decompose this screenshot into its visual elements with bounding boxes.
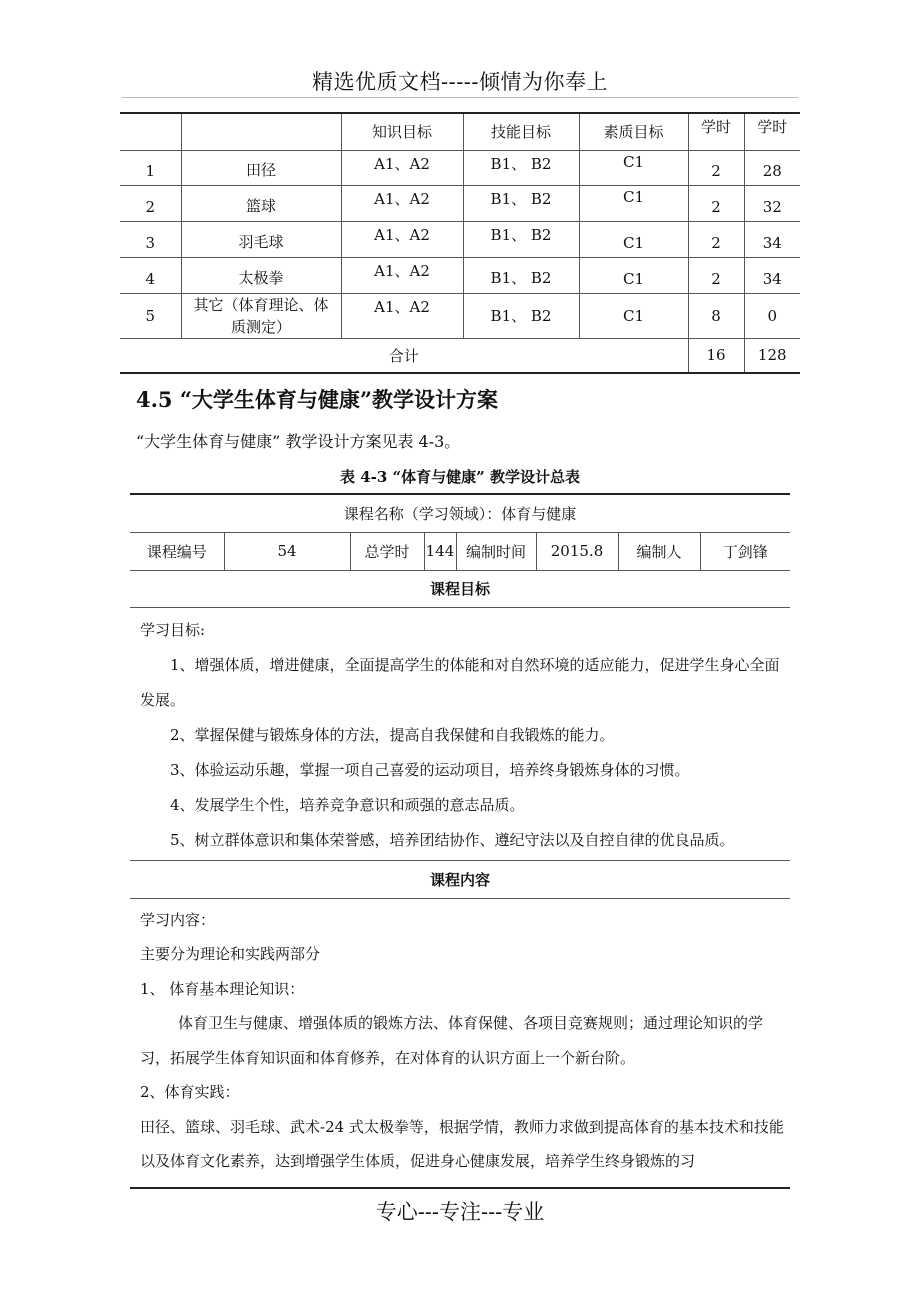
content-label: 学习内容：: [140, 910, 216, 929]
footer-divider: [130, 1187, 790, 1189]
content-body: [130, 898, 790, 1179]
practice-text: 田径、篮球、羽毛球、武术-24 式太极拳等，根据学情，教师力求做到提高体育的基本技术和技能以及体育文化素养，达到增强学生体质，促进身心健康发展，培养学生终身锻炼的习: [140, 1117, 784, 1170]
cell-quality: C1: [579, 293, 688, 338]
cell-knowledge: A1、A2: [341, 293, 463, 338]
cell-skill: B1、 B2: [463, 293, 579, 338]
table-row: [120, 150, 800, 185]
page-footer: 专心---专注---专业: [375, 1200, 545, 1224]
table-header-row: [120, 113, 800, 150]
goal-item: 1、增强体质，增进健康，全面提高学生的体能和对自然环境的适应能力，促进学生身心全面发展。: [140, 655, 780, 709]
cell-quality: C1: [579, 150, 688, 185]
goals-heading: 课程目标: [130, 570, 790, 607]
cell-hours: 2: [688, 221, 744, 257]
table-caption: 表 4-3 “体育与健康” 教学设计总表: [339, 468, 581, 486]
cell-hours: 2: [688, 150, 744, 185]
header-cell: 技能目标: [463, 113, 579, 150]
author-value: 丁剑锋: [700, 532, 790, 570]
goal-item: 5、树立群体意识和集体荣誉感，培养团结协作、遵纪守法以及自控自律的优良品质。: [170, 830, 735, 849]
theory-text: 体育卫生与健康、增强体质的锻炼方法、体育保健、各项目竞赛规则；通过理论知识的学习，拓展学生体育知识面和体育修养，在对体育的认识方面上一个新台阶。: [140, 1014, 764, 1067]
cell-item: 田径: [181, 150, 341, 185]
cell-hours: 34: [744, 257, 800, 293]
compile-date-value: 2015.8: [536, 532, 618, 570]
cell-no: 3: [120, 221, 181, 257]
design-summary-table: [130, 493, 790, 1179]
cell-hours: 2: [688, 257, 744, 293]
total-hours-label: 总学时: [350, 532, 424, 570]
cell-hours: 8: [688, 293, 744, 338]
header-cell: 知识目标: [341, 113, 463, 150]
course-code-value: 54: [224, 532, 350, 570]
cell-no: 1: [120, 150, 181, 185]
cell-quality: C1: [579, 257, 688, 293]
course-name-row: [130, 494, 790, 532]
header-cell: 素质目标: [579, 113, 688, 150]
hours-table: [120, 112, 800, 374]
content-heading-row: [130, 860, 790, 898]
theory-heading: 1、 体育基本理论知识：: [140, 979, 305, 998]
table-row: [120, 185, 800, 221]
goals-body: [130, 607, 790, 860]
section-title: 4.5 “大学生体育与健康”教学设计方案: [136, 387, 499, 412]
cell-quality: C1: [579, 185, 688, 221]
cell-hours: 28: [744, 150, 800, 185]
cell-knowledge: A1、A2: [341, 257, 463, 293]
total-hours-value: 144: [424, 532, 456, 570]
cell-hours: 0: [744, 293, 800, 338]
cell-item: 太极拳: [181, 257, 341, 293]
total-hours: 16: [688, 338, 744, 373]
compile-date-label: 编制时间: [456, 532, 536, 570]
content-heading: 课程内容: [130, 860, 790, 898]
cell-item: [181, 293, 341, 338]
total-row: [120, 338, 800, 373]
course-name: 课程名称（学习领域）：体育与健康: [130, 494, 790, 532]
cell-hours: 2: [688, 185, 744, 221]
content-body-row: [130, 898, 790, 1179]
practice-heading: 2、体育实践：: [140, 1083, 240, 1101]
header-cell: 学时: [688, 113, 744, 150]
goals-label: 学习目标:: [140, 620, 206, 639]
cell-hours: 34: [744, 221, 800, 257]
cell-skill: B1、 B2: [463, 257, 579, 293]
cell-knowledge: A1、A2: [341, 221, 463, 257]
content-overview: 主要分为理论和实践两部分: [140, 945, 321, 963]
cell-no: 5: [120, 293, 181, 338]
goals-heading-row: [130, 570, 790, 607]
cell-knowledge: A1、A2: [341, 150, 463, 185]
header-cell: [181, 113, 341, 150]
header-divider: [122, 97, 798, 98]
cell-item: 篮球: [181, 185, 341, 221]
header-cell: [120, 113, 181, 150]
cell-no: 2: [120, 185, 181, 221]
goal-item: 2、掌握保健与锻炼身体的方法，提高自我保健和自我锻炼的能力。: [170, 725, 615, 744]
goal-item: 3、体验运动乐趣，掌握一项自己喜爱的运动项目，培养终身锻炼身体的习惯。: [170, 760, 690, 779]
cell-item-line: 其它（体育理论、体: [193, 295, 329, 314]
table-row: [120, 293, 800, 338]
total-label: 合计: [120, 338, 688, 373]
goals-body-row: [130, 607, 790, 860]
cell-hours: 32: [744, 185, 800, 221]
section-intro: “大学生体育与健康” 教学设计方案见表 4-3。: [136, 432, 461, 451]
table-row: [120, 257, 800, 293]
cell-skill: B1、 B2: [463, 150, 579, 185]
author-label: 编制人: [618, 532, 700, 570]
header-cell: 学时: [744, 113, 800, 150]
cell-knowledge: A1、A2: [341, 185, 463, 221]
page-header: 精选优质文档-----倾情为你奉上: [312, 70, 608, 94]
cell-item: 羽毛球: [181, 221, 341, 257]
table-row: [120, 221, 800, 257]
cell-quality: C1: [579, 221, 688, 257]
cell-skill: B1、 B2: [463, 221, 579, 257]
course-code-label: 课程编号: [130, 532, 224, 570]
course-info-row: [130, 532, 790, 570]
goal-item: 4、发展学生个性，培养竞争意识和顽强的意志品质。: [170, 795, 525, 814]
cell-item-line: 质测定）: [230, 317, 291, 336]
cell-skill: B1、 B2: [463, 185, 579, 221]
cell-no: 4: [120, 257, 181, 293]
total-hours: 128: [744, 338, 800, 373]
